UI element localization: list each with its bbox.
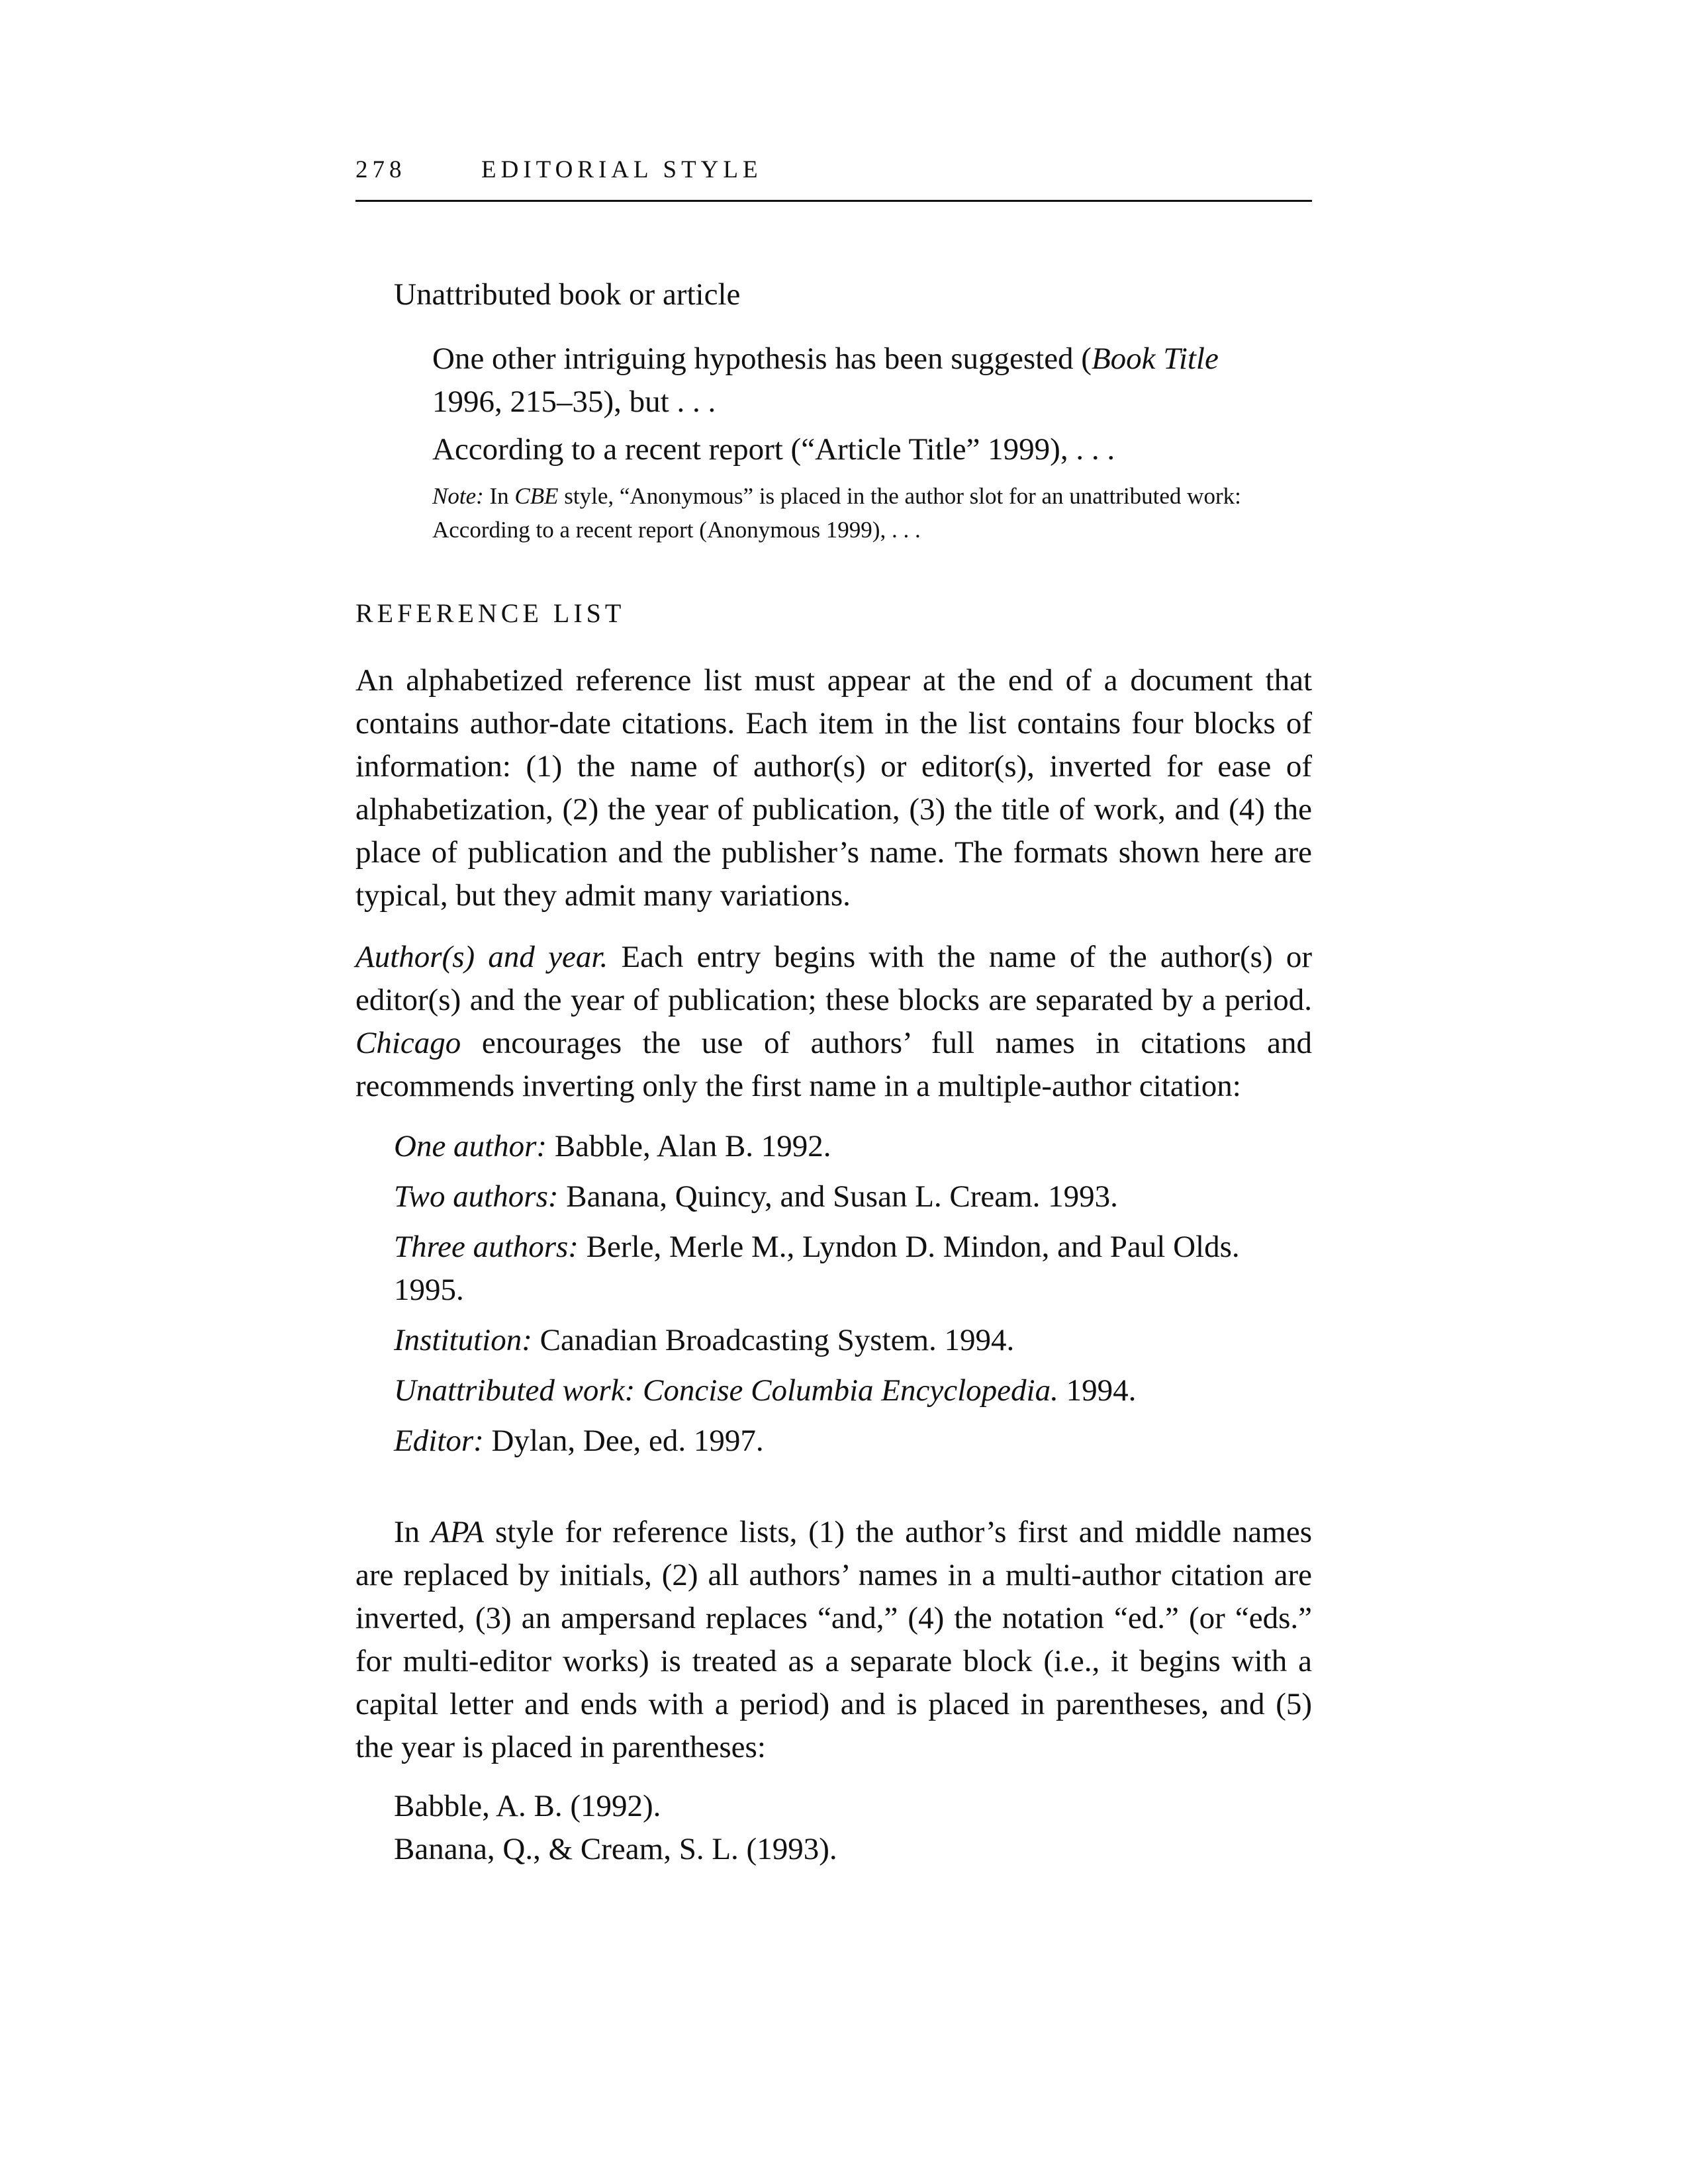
unattributed-example-1: One other intriguing hypothesis has been suggested (Book Title 1996, 215–35), but . . .	[432, 341, 1219, 419]
example-one-author: One author: Babble, Alan B. 1992.	[394, 1129, 831, 1163]
example-unattributed-work: Unattributed work: Concise Columbia Encyclopedia. 1994.	[394, 1373, 1137, 1408]
apa-example-2: Banana, Q., & Cream, S. L. (1993).	[394, 1832, 837, 1866]
unattributed-heading: Unattributed book or article	[394, 277, 741, 312]
example-three-authors: Three authors: Berle, Merle M., Lyndon D. Mindon, and Paul Olds. 1995.	[394, 1230, 1240, 1307]
page-number: 278	[355, 156, 406, 183]
apa-paragraph: In APA style for reference lists, (1) the author’s first and middle names are replaced by initials, (2) all authors’ names in a multi-author citation are inverted, (3) an ampersand replaces “and,” (4) the notation “ed.” (or “eds.” for multi-editor works) is treated as a separate block (i.e., it begins with a capital letter and ends with a period) and is placed in parentheses, and (5) the year is placed in parentheses:	[355, 1515, 1312, 1764]
cbe-note: Note: In CBE style, “Anonymous” is placed in the author slot for an unattributed work: According to a recent report (Anonymous 1999), . . .	[432, 483, 1241, 543]
header-rule	[355, 200, 1312, 202]
example-editor: Editor: Dylan, Dee, ed. 1997.	[394, 1424, 764, 1458]
author-year-paragraph: Author(s) and year. Each entry begins with the name of the author(s) or editor(s) and the year of publication; these blocks are separated by a period. Chicago encourages the use of authors’ full names in citations and recommends inverting only the first name in a multiple-author citation:	[355, 940, 1312, 1103]
example-two-authors: Two authors: Banana, Quincy, and Susan L. Cream. 1993.	[394, 1179, 1118, 1214]
example-institution: Institution: Canadian Broadcasting System. 1994.	[394, 1323, 1015, 1357]
section-heading: REFERENCE LIST	[355, 598, 626, 628]
unattributed-example-2: According to a recent report (“Article Title” 1999), . . .	[432, 432, 1115, 467]
reference-list-intro: An alphabetized reference list must appear at the end of a document that contains author-date citations. Each item in the list contains four blocks of information: (1) the name of author(s) or editor(s), inverted for ease of alphabetization, (2) the year of publication, (3) the title of work, and (4) the place of publication and the publisher’s name. The formats shown here are typical, but they admit many variations.	[355, 663, 1312, 913]
running-title: EDITORIAL STYLE	[481, 156, 763, 183]
apa-example-1: Babble, A. B. (1992).	[394, 1789, 661, 1823]
